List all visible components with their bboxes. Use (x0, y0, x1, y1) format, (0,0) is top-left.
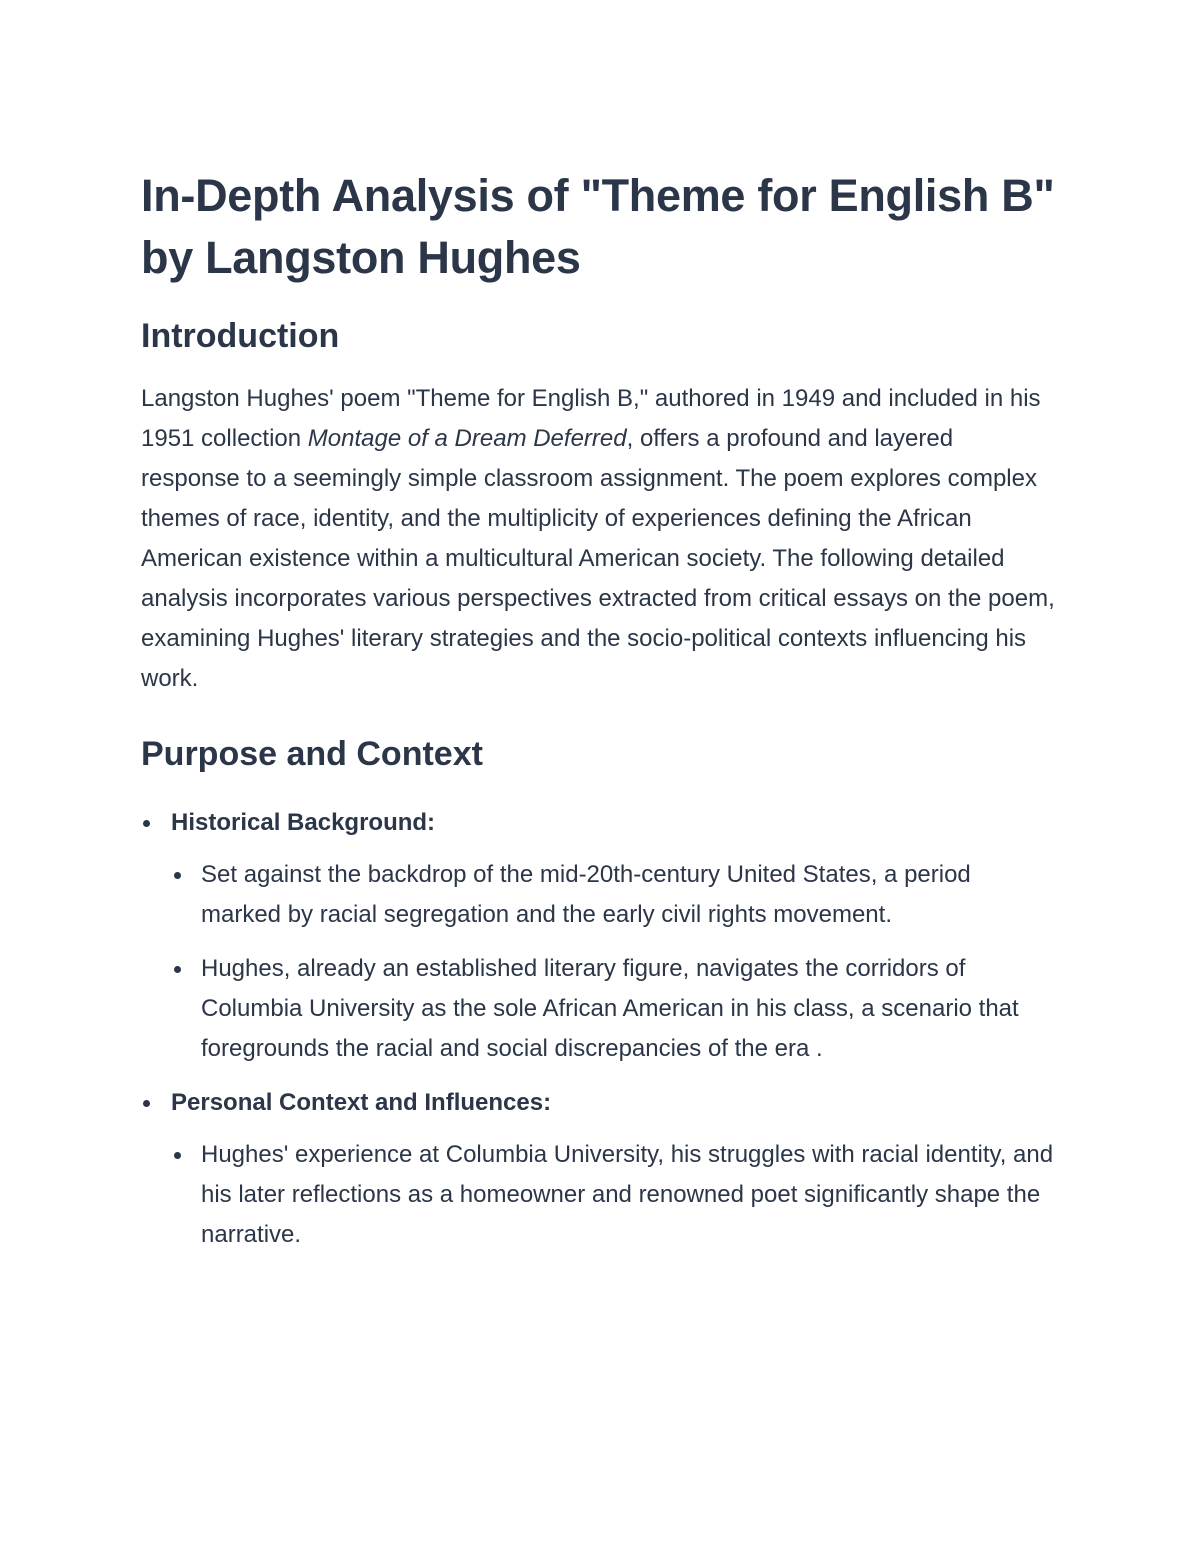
sub-list-item (171, 1135, 1056, 1255)
bullet-icon (174, 872, 181, 879)
bullet-icon (143, 1100, 150, 1107)
list-item-personal-context (141, 1083, 1056, 1255)
sub-list-item (171, 949, 1056, 1069)
bullet-icon (174, 966, 181, 973)
introduction-text-start: Langston Hughes' poem "Theme for English B," authored in 1949 and included in his 1951 collection (141, 385, 1041, 452)
sub-list-item-text: Set against the backdrop of the mid-20th-century United States, a period marked by racial segregation and the early civil rights movement. (201, 861, 971, 928)
bullet-icon (174, 1152, 181, 1159)
collection-title: Montage of a Dream Deferred (307, 425, 627, 452)
list-item-label: Historical Background: (171, 809, 436, 836)
sub-list-item (171, 855, 1056, 935)
bullet-icon (143, 820, 150, 827)
sub-list-item-text: Hughes, already an established literary figure, navigates the corridors of Columbia University as the sole African American in his class, a scenario that foregrounds the racial and social discrepancies of the era . (201, 955, 1019, 1062)
document-page (141, 165, 1056, 1269)
sub-list (171, 1135, 1056, 1255)
introduction-paragraph (141, 379, 1056, 699)
purpose-context-list (141, 803, 1056, 1255)
sub-list-item-text: Hughes' experience at Columbia University, his struggles with racial identity, and his later reflections as a homeowner and renowned poet significantly shape the narrative. (201, 1141, 1054, 1248)
page-title: In-Depth Analysis of "Theme for English B" by Langston Hughes (141, 170, 1055, 283)
introduction-text-end: , offers a profound and layered response to a seemingly simple classroom assignment. The poem explores complex themes of race, identity, and the multiplicity of experiences defining the African American existence within a multicultural American society. The following detailed analysis incorporates various perspectives extracted from critical essays on the poem, examining Hughes' literary strategies and the socio-political contexts influencing his work. (141, 425, 1055, 692)
introduction-heading: Introduction (141, 317, 340, 355)
list-item-label: Personal Context and Influences: (171, 1089, 552, 1116)
purpose-context-heading: Purpose and Context (141, 735, 483, 773)
list-item-historical-background (141, 803, 1056, 1069)
sub-list (171, 855, 1056, 1069)
